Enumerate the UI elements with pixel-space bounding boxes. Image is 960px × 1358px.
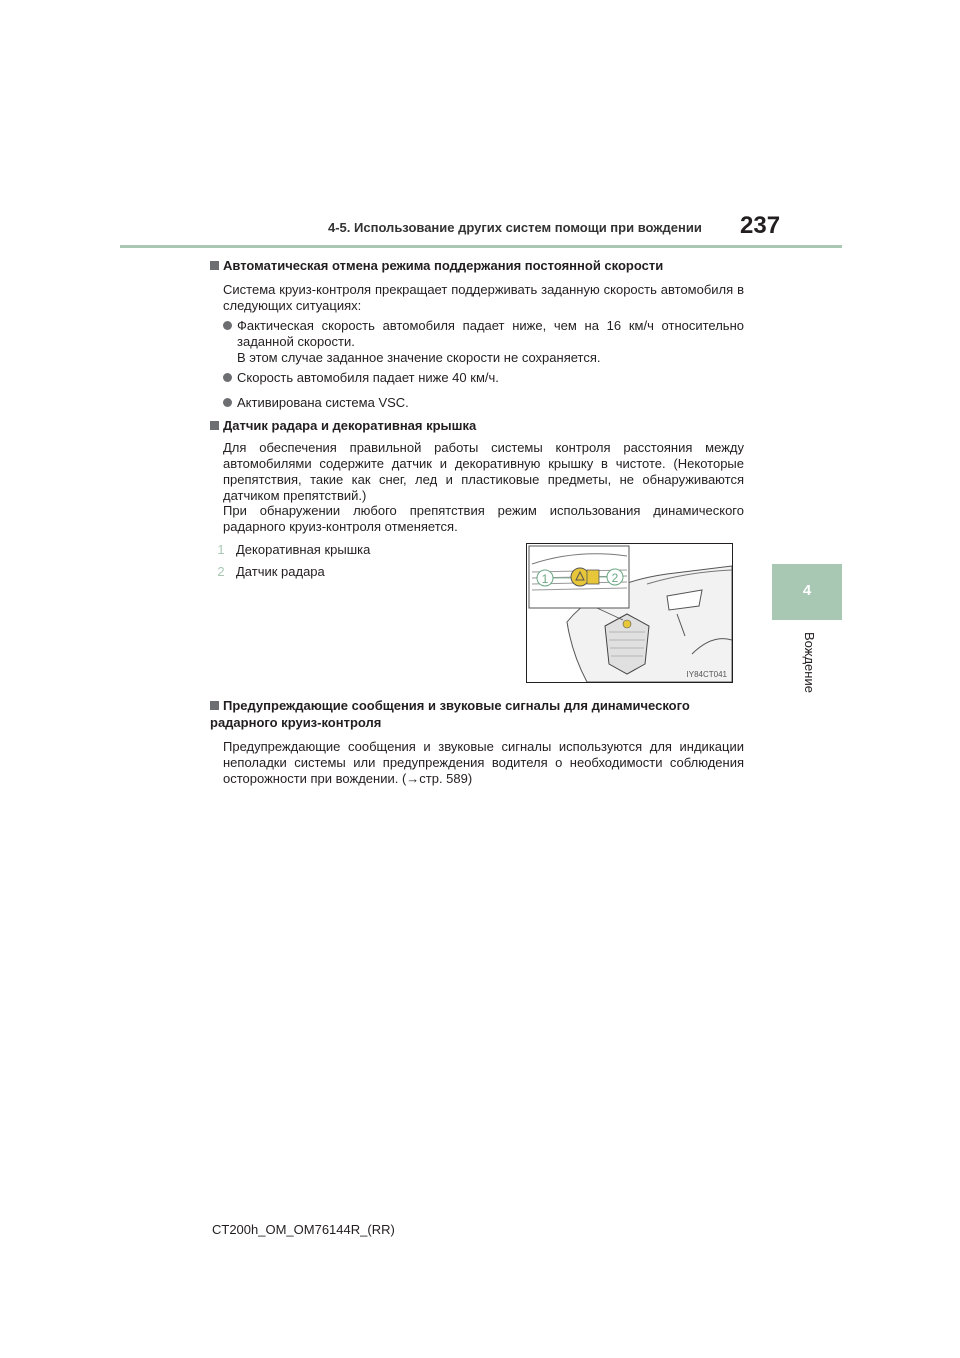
- legend-item: [214, 542, 474, 558]
- round-bullet-icon: [223, 321, 232, 330]
- chapter-label: Вождение: [802, 632, 817, 693]
- radar-sensor-text: Для обеспечения правильной работы системы контроля расстояния между автомобилями содержите датчик и декоративную крышку в чистоте. (Некоторые препятствия, такие как снег, лед и пластиковые предметы, не обнаруживаются датчиком препятствий.): [223, 440, 744, 503]
- callout-number: 2: [217, 564, 225, 579]
- legend-label: Декоративная крышка: [236, 542, 371, 557]
- section-header-title: 4-5. Использование других систем помощи при вождении: [328, 220, 702, 235]
- list-item: [223, 370, 744, 386]
- auto-cancel-intro: Система круиз-контроля прекращает поддерживать заданную скорость автомобиля в следующих ситуациях:: [223, 282, 744, 313]
- square-bullet-icon: [210, 701, 219, 710]
- callout-2-label: 2: [611, 571, 619, 585]
- legend-label: Датчик радара: [236, 564, 325, 579]
- square-bullet-icon: [210, 261, 219, 270]
- list-item-text: Фактическая скорость автомобиля падает ниже, чем на 16 км/ч относительно заданной скорости.: [237, 318, 744, 349]
- footer-model-code: CT200h_OM_OM76144R_(RR): [212, 1222, 395, 1237]
- callout-1-label: 1: [541, 572, 549, 586]
- radar-sensor-illustration: [526, 543, 733, 683]
- list-item-text: Скорость автомобиля падает ниже 40 км/ч.: [237, 370, 499, 385]
- list-item: [223, 395, 744, 411]
- chapter-tab: [772, 564, 842, 620]
- legend-item: [214, 564, 474, 580]
- header-divider: [120, 245, 842, 248]
- list-item-text: Активирована система VSC.: [237, 395, 409, 410]
- round-bullet-icon: [223, 398, 232, 407]
- car-front-drawing: [527, 544, 732, 682]
- warnings-text: Предупреждающие сообщения и звуковые сигналы используются для индикации неполадки системы или предупреждения водителя о необходимости соблюдения осторожности при вождении. (→стр. 589): [223, 739, 744, 786]
- square-bullet-icon: [210, 421, 219, 430]
- section-heading-warnings: Предупреждающие сообщения и звуковые сигналы для динамического радарного круиз-контроля: [210, 698, 690, 730]
- callout-number: 1: [217, 542, 225, 557]
- list-item: [223, 318, 744, 366]
- section-heading-auto-cancel: Автоматическая отмена режима поддержания постоянной скорости: [210, 257, 745, 274]
- section-heading-radar-sensor: Датчик радара и декоративная крышка: [210, 417, 745, 434]
- round-bullet-icon: [223, 373, 232, 382]
- radar-sensor-text-2: При обнаружении любого препятствия режим использования динамического радарного круиз-контроля отменяется.: [223, 503, 744, 534]
- figure-code: IY84CT041: [686, 670, 727, 679]
- page-number: 237: [740, 212, 781, 239]
- chapter-number: 4: [802, 582, 812, 599]
- list-item-text: В этом случае заданное значение скорости не сохраняется.: [237, 350, 601, 365]
